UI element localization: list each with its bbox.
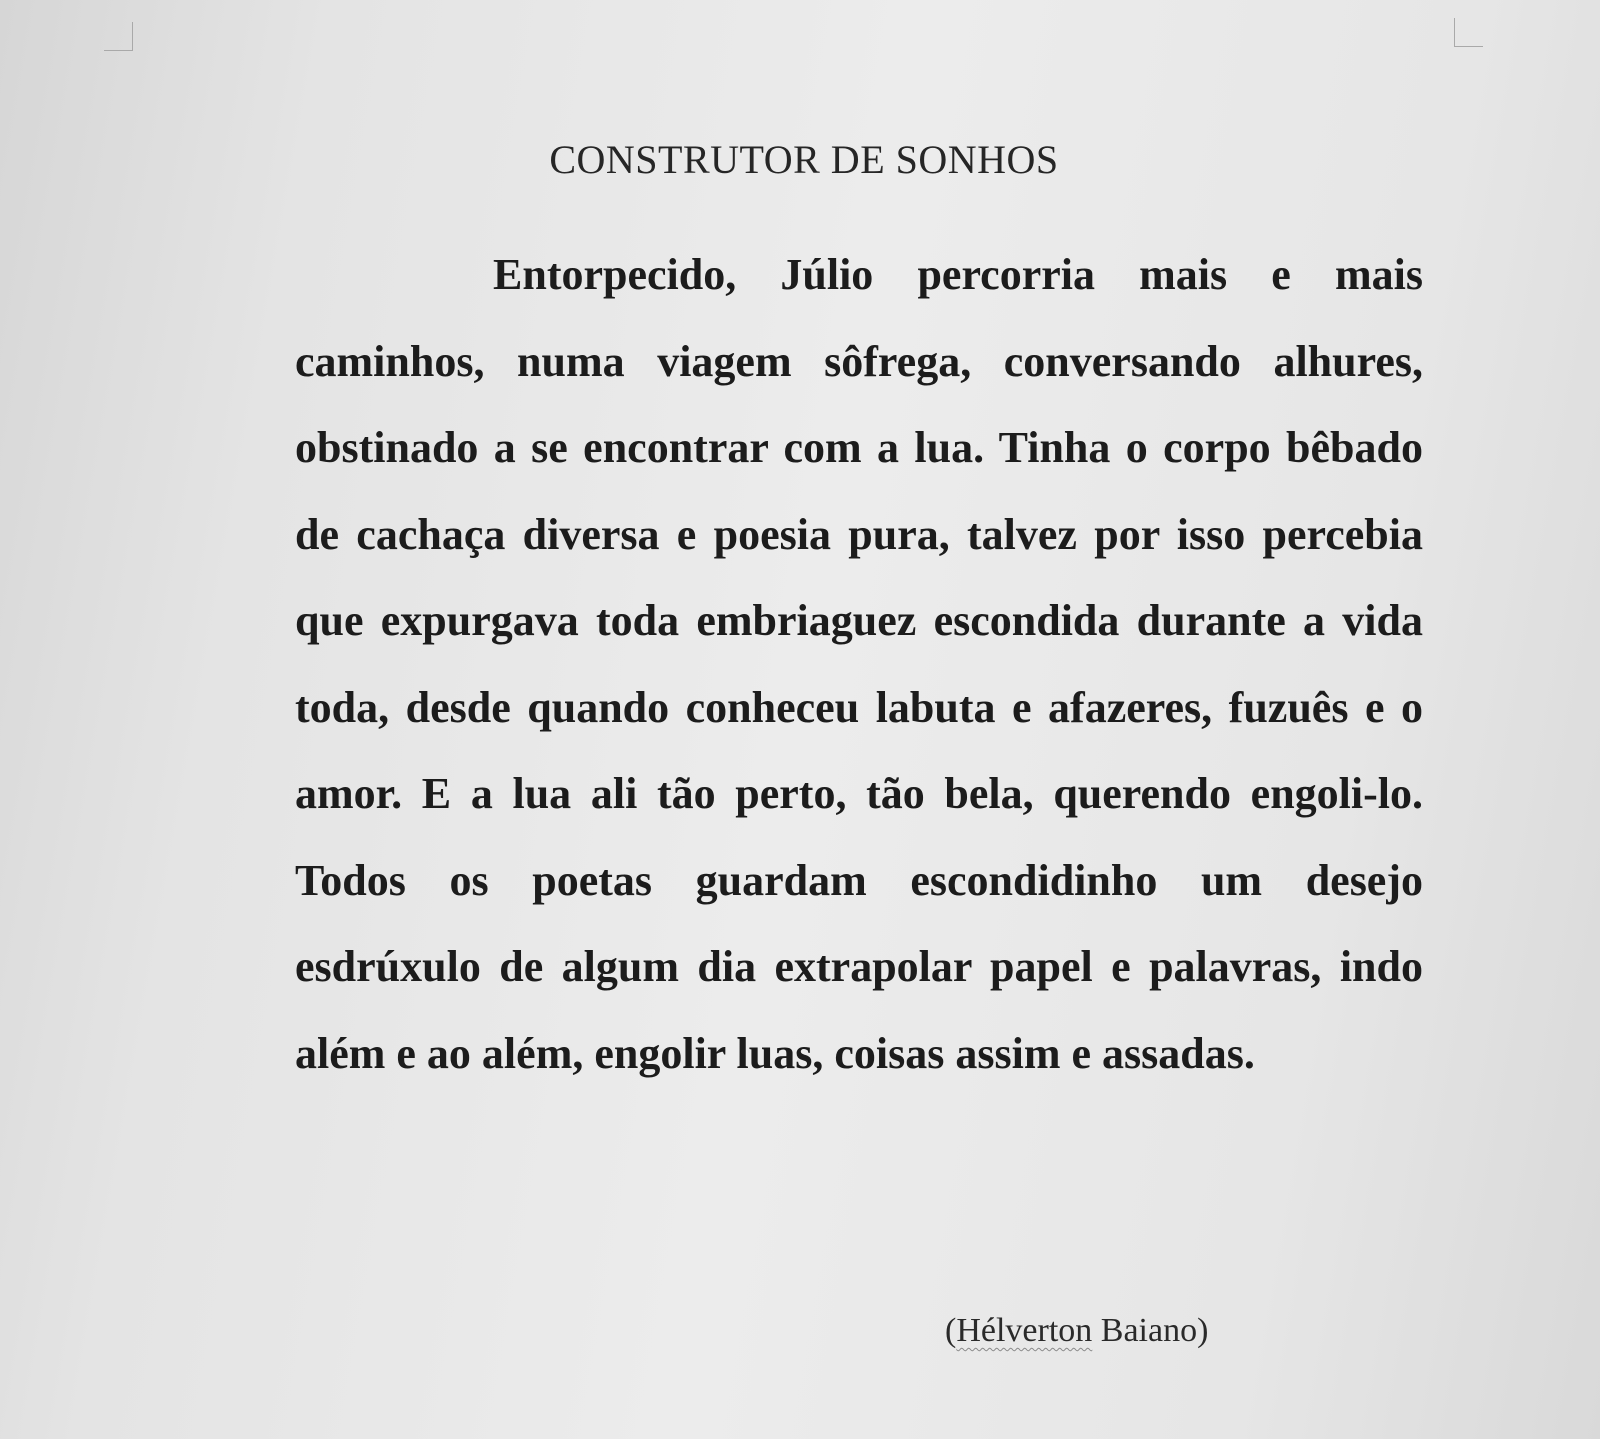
- author-open-paren: (: [945, 1312, 957, 1349]
- page-corner-mark-top-right: [1454, 18, 1483, 47]
- author-name-spellcheck: Hélverton: [956, 1312, 1093, 1349]
- page-corner-mark-top-left: [104, 22, 133, 51]
- body-paragraph: Entorpecido, Júlio percorria mais e mais caminhos, numa viagem sôfrega, conversando alhures, obstinado a se encontrar com a lua. Tinha o corpo bêbado de cachaça diversa e poesia pura, talvez por isso percebia que expurgava toda embriaguez escondida durante a vida toda, desde quando conheceu labuta e afazeres, fuzuês e o amor. E a lua ali tão perto, tão bela, querendo engoli-lo. Todos os poetas guardam escondidinho um desejo esdrúxulo de algum dia extrapolar papel e palavras, indo além e ao além, engolir luas, coisas assim e assadas.: [295, 250, 1423, 1078]
- author-signature: [945, 1312, 1208, 1350]
- author-surname: Baiano): [1092, 1312, 1209, 1349]
- document-title: CONSTRUTOR DE SONHOS: [549, 137, 1059, 182]
